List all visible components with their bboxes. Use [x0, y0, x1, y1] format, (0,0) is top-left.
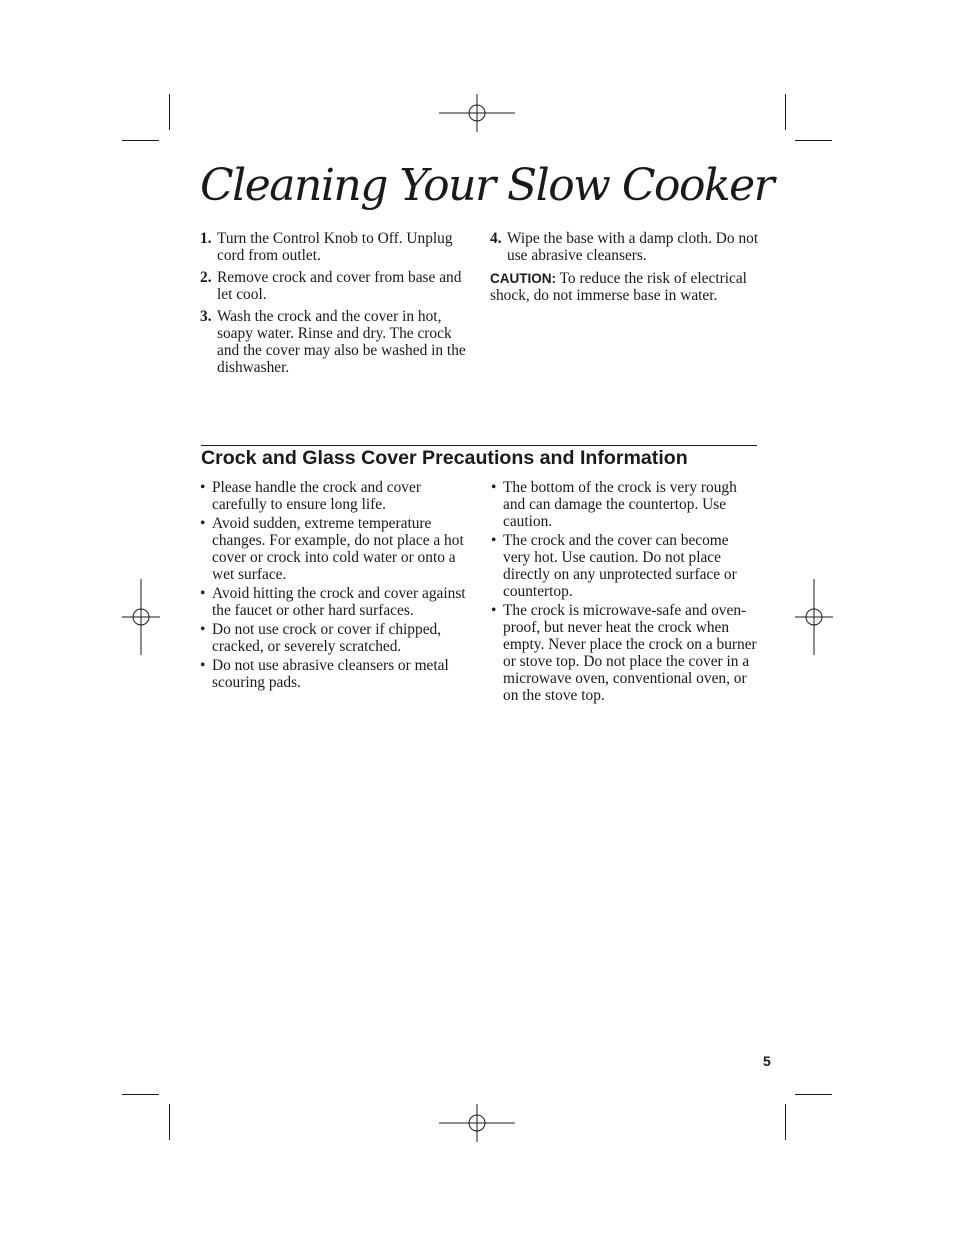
list-item-text: Do not use abrasive cleansers or metal scouring pads. — [212, 657, 449, 691]
list-item — [200, 585, 472, 619]
step-number: 3. — [200, 308, 212, 325]
section-heading: Crock and Glass Cover Precautions and Information — [201, 447, 688, 469]
step-number: 1. — [200, 230, 212, 247]
crop-mark — [785, 94, 786, 130]
step-text: Turn the Control Knob to Off. Unplug cord from outlet. — [217, 230, 453, 264]
crop-mark — [795, 1094, 832, 1095]
step-text: Wipe the base with a damp cloth. Do not use abrasive cleansers. — [507, 230, 759, 264]
registration-mark-top — [439, 94, 515, 132]
step-item — [200, 230, 470, 264]
crop-mark — [169, 94, 170, 130]
section-divider — [201, 445, 757, 446]
list-item-text: Avoid hitting the crock and cover against the faucet or other hard surfaces. — [212, 585, 466, 619]
registration-mark-bottom — [439, 1104, 515, 1142]
list-item — [491, 602, 757, 704]
bullet-icon: • — [200, 585, 206, 602]
list-item-text: The bottom of the crock is very rough and can damage the countertop. Use caution. — [503, 479, 737, 530]
step-item — [200, 269, 470, 303]
list-item-text: The crock and the cover can become very hot. Use caution. Do not place directly on any unprotected surface or countertop. — [503, 532, 737, 600]
crop-mark — [122, 140, 159, 141]
list-item — [200, 515, 472, 583]
page-number: 5 — [763, 1053, 771, 1069]
step-item — [200, 308, 470, 376]
caution-note — [490, 270, 760, 304]
crop-mark — [785, 1104, 786, 1140]
steps-left-column — [200, 230, 470, 381]
caution-text: To reduce the risk of electrical shock, do not immerse base in water. — [490, 270, 747, 304]
precautions-right-column — [491, 479, 757, 706]
bullet-icon: • — [491, 532, 497, 549]
bullet-icon: • — [200, 479, 206, 496]
list-item-text: Please handle the crock and cover carefully to ensure long life. — [212, 479, 421, 513]
precautions-left-column — [200, 479, 472, 693]
step-number: 4. — [490, 230, 502, 247]
steps-right-column — [490, 230, 760, 304]
crop-mark — [169, 1104, 170, 1140]
list-item-text: Avoid sudden, extreme temperature changes. For example, do not place a hot cover or crock into cold water or onto a wet surface. — [212, 515, 464, 583]
page-title: Cleaning Your Slow Cooker — [200, 160, 774, 211]
list-item-text: The crock is microwave-safe and oven-proof, but never heat the crock when empty. Never place the crock on a burner or stove top. Do not place the cover in a microwave oven, conventional oven, or on the stove top. — [503, 602, 757, 704]
bullet-icon: • — [491, 602, 497, 619]
step-number: 2. — [200, 269, 212, 286]
list-item — [491, 532, 757, 600]
registration-mark-left — [122, 579, 160, 655]
step-item — [490, 230, 760, 264]
list-item — [200, 657, 472, 691]
crop-mark — [795, 140, 832, 141]
list-item — [200, 621, 472, 655]
list-item — [200, 479, 472, 513]
registration-mark-right — [795, 579, 833, 655]
step-text: Wash the crock and the cover in hot, soapy water. Rinse and dry. The crock and the cover may also be washed in the dishwasher. — [217, 308, 466, 376]
list-item — [491, 479, 757, 530]
caution-label: CAUTION: — [490, 271, 556, 286]
crop-mark — [122, 1094, 159, 1095]
bullet-icon: • — [200, 515, 206, 532]
bullet-icon: • — [491, 479, 497, 496]
bullet-icon: • — [200, 621, 206, 638]
bullet-icon: • — [200, 657, 206, 674]
step-text: Remove crock and cover from base and let cool. — [217, 269, 462, 303]
list-item-text: Do not use crock or cover if chipped, cracked, or severely scratched. — [212, 621, 442, 655]
